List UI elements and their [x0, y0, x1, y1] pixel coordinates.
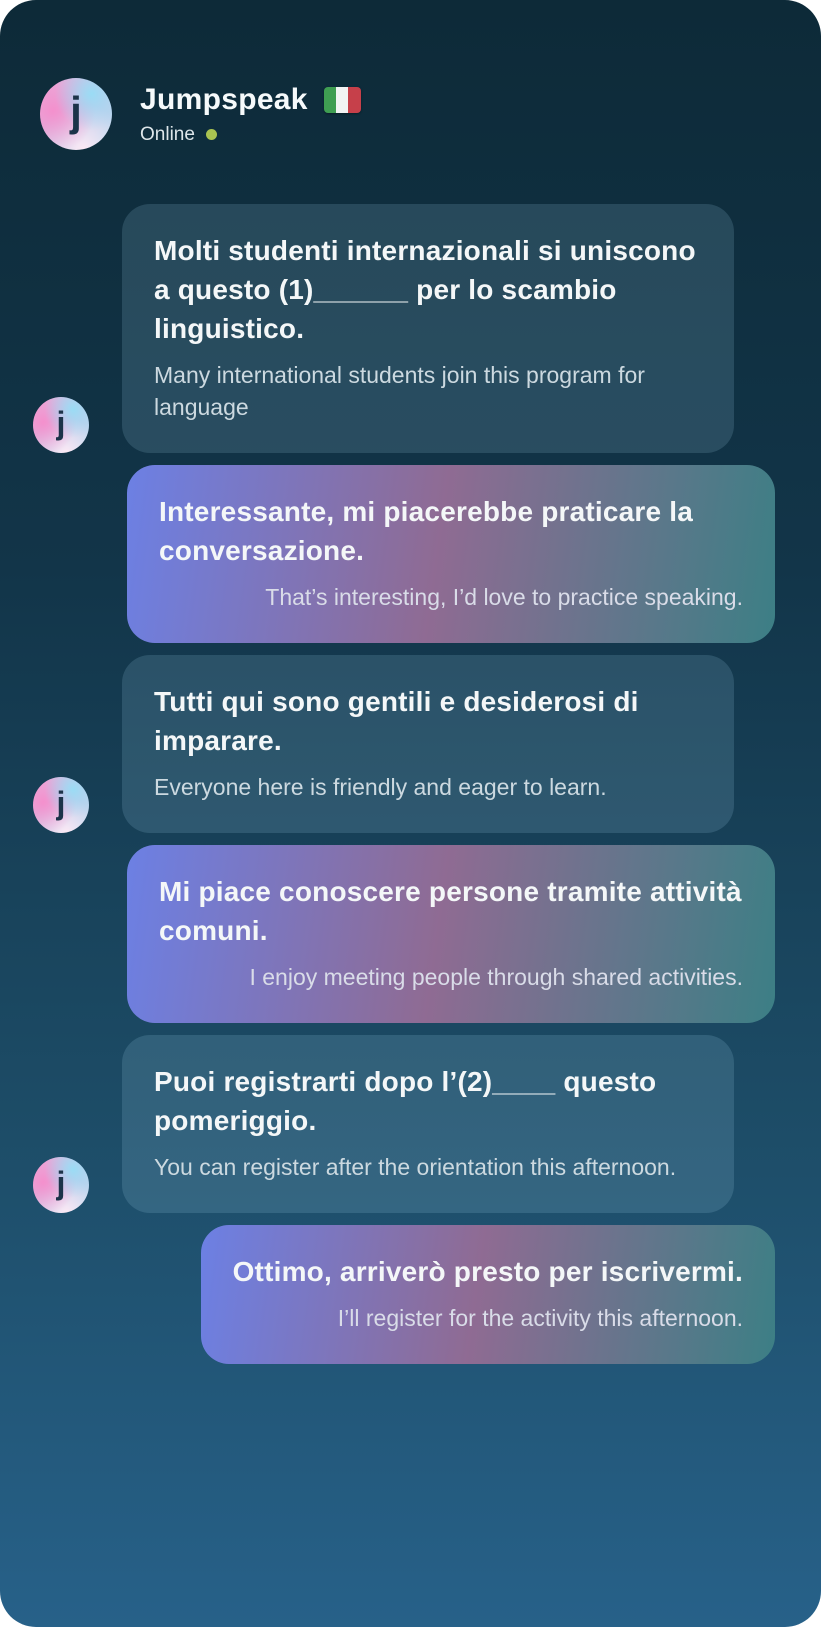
message-translation: You can register after the orientation this afternoon.	[154, 1154, 677, 1180]
message-translation: Many international students join this program for language	[154, 362, 645, 420]
online-status-label: Online	[140, 123, 195, 145]
message-list[interactable]	[0, 204, 821, 1364]
message-translation: That’s interesting, I’d love to practice speaking.	[265, 584, 743, 610]
jumpspeak-j-logo-icon: j	[56, 405, 66, 441]
bot-avatar	[33, 397, 89, 453]
message-bubble	[122, 204, 734, 453]
message-text: Puoi registrarti dopo l’(2)____ questo pomeriggio.	[154, 1066, 657, 1136]
message-text: Molti studenti internazionali si uniscono a questo (1)______ per lo scambio linguistico.	[154, 235, 696, 344]
message-text: Interessante, mi piacerebbe praticare la conversazione.	[159, 496, 694, 566]
message-translation: I enjoy meeting people through shared activities.	[249, 964, 743, 990]
jumpspeak-j-logo-icon: j	[56, 1165, 66, 1201]
message-translation: Everyone here is friendly and eager to learn.	[154, 774, 607, 800]
message-text: Ottimo, arriverò presto per iscrivermi.	[232, 1256, 743, 1287]
bot-avatar	[33, 777, 89, 833]
jumpspeak-j-logo-icon: j	[56, 785, 66, 821]
message-text: Tutti qui sono gentili e desiderosi di imparare.	[154, 686, 639, 756]
message-bubble	[122, 655, 734, 833]
message-row	[0, 465, 775, 643]
chat-header	[0, 0, 821, 150]
jumpspeak-j-logo-icon: j	[70, 88, 82, 135]
message-row	[0, 1035, 775, 1213]
message-translation: I’ll register for the activity this afternoon.	[337, 1305, 743, 1331]
message-bubble	[122, 1035, 734, 1213]
message-text: Mi piace conoscere persone tramite attività comuni.	[159, 876, 742, 946]
message-row	[0, 204, 775, 453]
message-bubble	[127, 465, 775, 643]
app-title: Jumpspeak	[140, 82, 308, 116]
message-row	[0, 1225, 775, 1364]
italy-flag-icon	[324, 87, 361, 113]
message-row	[0, 655, 775, 833]
bot-avatar	[33, 1157, 89, 1213]
online-dot-icon	[206, 129, 217, 140]
message-bubble	[201, 1225, 775, 1364]
app-avatar	[40, 78, 112, 150]
message-row	[0, 845, 775, 1023]
message-bubble	[127, 845, 775, 1023]
